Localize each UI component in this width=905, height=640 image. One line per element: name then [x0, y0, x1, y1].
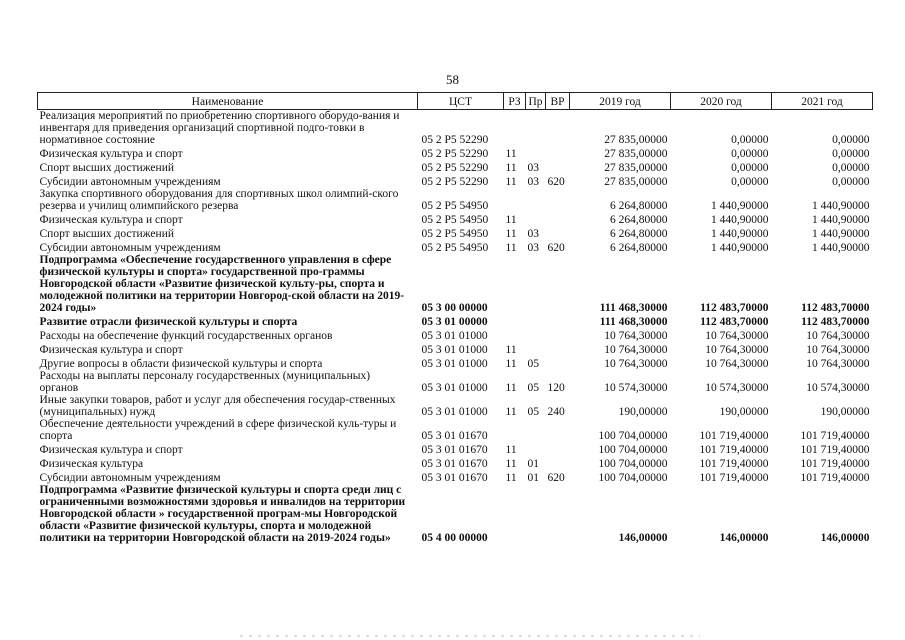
cell-vr: [546, 342, 570, 356]
cell-2020: 146,00000: [719, 532, 769, 544]
cell-rz: [504, 418, 526, 442]
cell-pr: 03: [527, 228, 539, 240]
cell-2019: 100 704,00000: [598, 444, 668, 456]
cell-2021: 10 764,30000: [806, 358, 870, 370]
cell-2021: 112 483,70000: [801, 302, 870, 314]
cell-rz: 11: [505, 444, 517, 456]
cell-rz: 11: [505, 176, 517, 188]
table-row: [38, 456, 873, 470]
cell-pr: 03: [527, 176, 539, 188]
cell-rz: 11: [505, 382, 517, 394]
cell-name: Подпрограмма «Развитие физической культуры и спорта среди лиц с ограниченными возможностями здоровья и инвалидов на территории Новгородской области » государственной програм-мы Новгородской области «Развитие физической культуры, спорта и молодежной политики на территории Новгородской области на 2019-2024 годы»: [39, 484, 406, 544]
cell-2020: 1 440,90000: [711, 200, 769, 212]
cell-vr: 620: [547, 176, 565, 188]
cell-vr: [546, 328, 570, 342]
column-header-rz: РЗ: [504, 93, 526, 110]
cell-2020: 10 764,30000: [705, 330, 769, 342]
cell-2020: 0,00000: [731, 162, 769, 174]
cell-rz: [504, 188, 526, 212]
table-row: [38, 110, 873, 147]
cell-vr: 620: [547, 242, 565, 254]
cell-name: Спорт высших достижений: [39, 162, 175, 174]
cell-2019: 27 835,00000: [604, 176, 668, 188]
table-row: [38, 174, 873, 188]
table-row: [38, 370, 873, 394]
cell-2021: 190,00000: [820, 406, 870, 418]
cell-pr: 03: [527, 162, 539, 174]
cell-vr: [546, 456, 570, 470]
cell-name: Реализация мероприятий по приобретению спортивного оборудо-вания и инвентаря для приведения организаций спортивной подго-товки в нормативное состояние: [39, 110, 400, 146]
cell-cst: 05 3 01 01000: [421, 382, 488, 394]
cell-vr: [546, 484, 570, 544]
cell-cst: 05 2 P5 54950: [421, 242, 489, 254]
table-row: [38, 470, 873, 484]
cell-rz: [504, 314, 526, 328]
cell-2020: 101 719,40000: [699, 458, 769, 470]
cell-2020: 112 483,70000: [700, 302, 769, 314]
cell-pr: 05: [527, 406, 539, 418]
cell-2021: 101 719,40000: [800, 458, 870, 470]
cell-2021: 146,00000: [820, 532, 870, 544]
cell-cst: 05 3 01 01000: [421, 330, 488, 342]
cell-vr: [546, 212, 570, 226]
cell-rz: 11: [505, 148, 517, 160]
table-row: [38, 484, 873, 544]
cell-rz: 11: [505, 472, 517, 484]
cell-cst: 05 3 01 01670: [421, 430, 488, 442]
cell-pr: [526, 146, 546, 160]
table-row: [38, 226, 873, 240]
cell-cst: 05 2 P5 54950: [421, 214, 489, 226]
cell-2021: 1 440,90000: [812, 242, 870, 254]
cell-pr: [526, 110, 546, 147]
cell-rz: 11: [505, 458, 517, 470]
cell-vr: [546, 160, 570, 174]
budget-table: [37, 92, 873, 544]
cell-name: Другие вопросы в области физической культуры и спорта: [39, 358, 323, 370]
table-row: [38, 356, 873, 370]
cell-2021: 10 764,30000: [806, 344, 870, 356]
cell-pr: [526, 188, 546, 212]
cell-2019: 6 264,80000: [610, 228, 668, 240]
cell-2021: 101 719,40000: [800, 472, 870, 484]
cell-2021: 10 574,30000: [806, 382, 870, 394]
cell-name: Подпрограмма «Обеспечение государственного управления в сфере физической культуры и спорта» государственной про-граммы Новгородской области «Развитие физической культу-ры, спорта и молодежной политики на территории Новгород-ской области на 2019-2024 годы»: [39, 254, 405, 314]
column-header-pr: Пр: [526, 93, 546, 110]
cell-vr: [546, 418, 570, 442]
cell-2020: 190,00000: [719, 406, 769, 418]
cell-cst: 05 4 00 00000: [421, 532, 488, 544]
table-row: [38, 254, 873, 314]
cell-cst: 05 3 01 01670: [421, 458, 488, 470]
cell-rz: 11: [505, 162, 517, 174]
cell-2020: 0,00000: [731, 134, 769, 146]
scan-artifact-line: [0, 628, 905, 640]
column-header-2021: 2021 год: [772, 93, 873, 110]
cell-name: Расходы на выплаты персоналу государственных (муниципальных) органов: [39, 370, 371, 394]
cell-vr: [546, 110, 570, 147]
cell-2019: 10 764,30000: [604, 330, 668, 342]
table-body: [38, 110, 873, 545]
cell-name: Иные закупки товаров, работ и услуг для обеспечения государ-ственных (муниципальных) нужд: [39, 394, 396, 418]
table-row: [38, 188, 873, 212]
cell-cst: 05 2 P5 54950: [421, 228, 489, 240]
cell-2019: 100 704,00000: [598, 472, 668, 484]
column-header-vr: ВР: [546, 93, 570, 110]
cell-pr: [526, 212, 546, 226]
cell-2020: 1 440,90000: [711, 228, 769, 240]
cell-rz: 11: [505, 406, 517, 418]
cell-2019: 27 835,00000: [604, 148, 668, 160]
cell-2020: 0,00000: [731, 176, 769, 188]
cell-2019: 6 264,80000: [610, 200, 668, 212]
cell-rz: [504, 484, 526, 544]
cell-cst: 05 3 00 00000: [421, 302, 488, 314]
cell-2020: 0,00000: [731, 148, 769, 160]
cell-2021: 1 440,90000: [812, 228, 870, 240]
cell-cst: 05 2 P5 52290: [421, 162, 489, 174]
cell-name: Развитие отрасли физической культуры и спорта: [39, 316, 298, 328]
table-row: [38, 342, 873, 356]
column-header-2020: 2020 год: [671, 93, 772, 110]
cell-name: Расходы на обеспечение функций государственных органов: [39, 330, 333, 342]
cell-2021: 112 483,70000: [801, 316, 870, 328]
cell-pr: [526, 484, 546, 544]
cell-pr: 05: [527, 382, 539, 394]
cell-name: Физическая культура и спорт: [39, 444, 183, 456]
cell-2020: 10 764,30000: [705, 344, 769, 356]
cell-name: Физическая культура: [39, 458, 144, 470]
cell-name: Обеспечение деятельности учреждений в сфере физической куль-туры и спорта: [39, 418, 397, 442]
column-header-name: Наименование: [38, 93, 418, 110]
cell-2021: 101 719,40000: [800, 430, 870, 442]
cell-cst: 05 3 01 01000: [421, 358, 488, 370]
cell-rz: 11: [505, 242, 517, 254]
cell-2019: 10 764,30000: [604, 344, 668, 356]
cell-cst: 05 2 P5 52290: [421, 134, 489, 146]
cell-2020: 101 719,40000: [699, 444, 769, 456]
cell-vr: [546, 442, 570, 456]
cell-2019: 146,00000: [618, 532, 668, 544]
cell-2019: 100 704,00000: [598, 458, 668, 470]
cell-pr: [526, 342, 546, 356]
cell-2020: 1 440,90000: [711, 242, 769, 254]
table-row: [38, 418, 873, 442]
cell-2020: 1 440,90000: [711, 214, 769, 226]
cell-cst: 05 3 01 01670: [421, 472, 488, 484]
cell-vr: [546, 356, 570, 370]
table-header-row: [38, 93, 873, 110]
table-row: [38, 328, 873, 342]
cell-2019: 10 764,30000: [604, 358, 668, 370]
cell-name: Субсидии автономным учреждениям: [39, 242, 221, 254]
table-row: [38, 146, 873, 160]
cell-rz: [504, 254, 526, 314]
cell-2021: 0,00000: [832, 148, 870, 160]
cell-rz: 11: [505, 214, 517, 226]
cell-pr: 03: [527, 242, 539, 254]
cell-pr: [526, 254, 546, 314]
cell-rz: [504, 110, 526, 147]
cell-name: Спорт высших достижений: [39, 228, 175, 240]
cell-pr: 01: [527, 458, 539, 470]
cell-2021: 0,00000: [832, 134, 870, 146]
cell-name: Физическая культура и спорт: [39, 344, 183, 356]
cell-pr: 05: [527, 358, 539, 370]
cell-pr: [526, 328, 546, 342]
cell-vr: [546, 314, 570, 328]
cell-vr: [546, 188, 570, 212]
table-row: [38, 314, 873, 328]
cell-cst: 05 3 01 01000: [421, 344, 488, 356]
cell-name: Закупка спортивного оборудования для спортивных школ олимпий-ского резерва и училищ олимпийского резерва: [39, 188, 399, 212]
cell-rz: 11: [505, 358, 517, 370]
cell-2020: 10 574,30000: [705, 382, 769, 394]
cell-2019: 27 835,00000: [604, 162, 668, 174]
cell-vr: [546, 254, 570, 314]
cell-name: Субсидии автономным учреждениям: [39, 472, 221, 484]
cell-pr: [526, 418, 546, 442]
cell-pr: 01: [527, 472, 539, 484]
cell-vr: [546, 146, 570, 160]
table-row: [38, 212, 873, 226]
cell-pr: [526, 442, 546, 456]
table-row: [38, 442, 873, 456]
cell-cst: 05 3 01 00000: [421, 316, 488, 328]
cell-2021: 1 440,90000: [812, 214, 870, 226]
cell-name: Субсидии автономным учреждениям: [39, 176, 221, 188]
cell-rz: 11: [505, 228, 517, 240]
cell-rz: [504, 328, 526, 342]
cell-2020: 101 719,40000: [699, 472, 769, 484]
cell-2021: 0,00000: [832, 176, 870, 188]
cell-cst: 05 2 P5 52290: [421, 148, 489, 160]
cell-cst: 05 2 P5 52290: [421, 176, 489, 188]
cell-vr: 620: [547, 472, 565, 484]
cell-2019: 6 264,80000: [610, 242, 668, 254]
cell-2020: 101 719,40000: [699, 430, 769, 442]
page-number: 58: [446, 72, 459, 87]
table-row: [38, 394, 873, 418]
cell-2019: 100 704,00000: [598, 430, 668, 442]
cell-2019: 111 468,30000: [599, 302, 668, 314]
cell-2019: 10 574,30000: [604, 382, 668, 394]
cell-cst: 05 2 P5 54950: [421, 200, 489, 212]
cell-2019: 6 264,80000: [610, 214, 668, 226]
table-row: [38, 160, 873, 174]
cell-2019: 111 468,30000: [599, 316, 668, 328]
cell-vr: 240: [547, 406, 565, 418]
cell-vr: 120: [547, 382, 565, 394]
cell-2020: 10 764,30000: [705, 358, 769, 370]
cell-rz: 11: [505, 344, 517, 356]
cell-cst: 05 3 01 01000: [421, 406, 488, 418]
cell-cst: 05 3 01 01670: [421, 444, 488, 456]
column-header-2019: 2019 год: [570, 93, 671, 110]
cell-2021: 1 440,90000: [812, 200, 870, 212]
cell-vr: [546, 226, 570, 240]
cell-name: Физическая культура и спорт: [39, 214, 183, 226]
cell-2020: 112 483,70000: [700, 316, 769, 328]
table-row: [38, 240, 873, 254]
cell-2021: 0,00000: [832, 162, 870, 174]
cell-2019: 190,00000: [618, 406, 668, 418]
cell-name: Физическая культура и спорт: [39, 148, 183, 160]
cell-2019: 27 835,00000: [604, 134, 668, 146]
cell-2021: 10 764,30000: [806, 330, 870, 342]
cell-2021: 101 719,40000: [800, 444, 870, 456]
column-header-cst: ЦСТ: [418, 93, 504, 110]
cell-pr: [526, 314, 546, 328]
